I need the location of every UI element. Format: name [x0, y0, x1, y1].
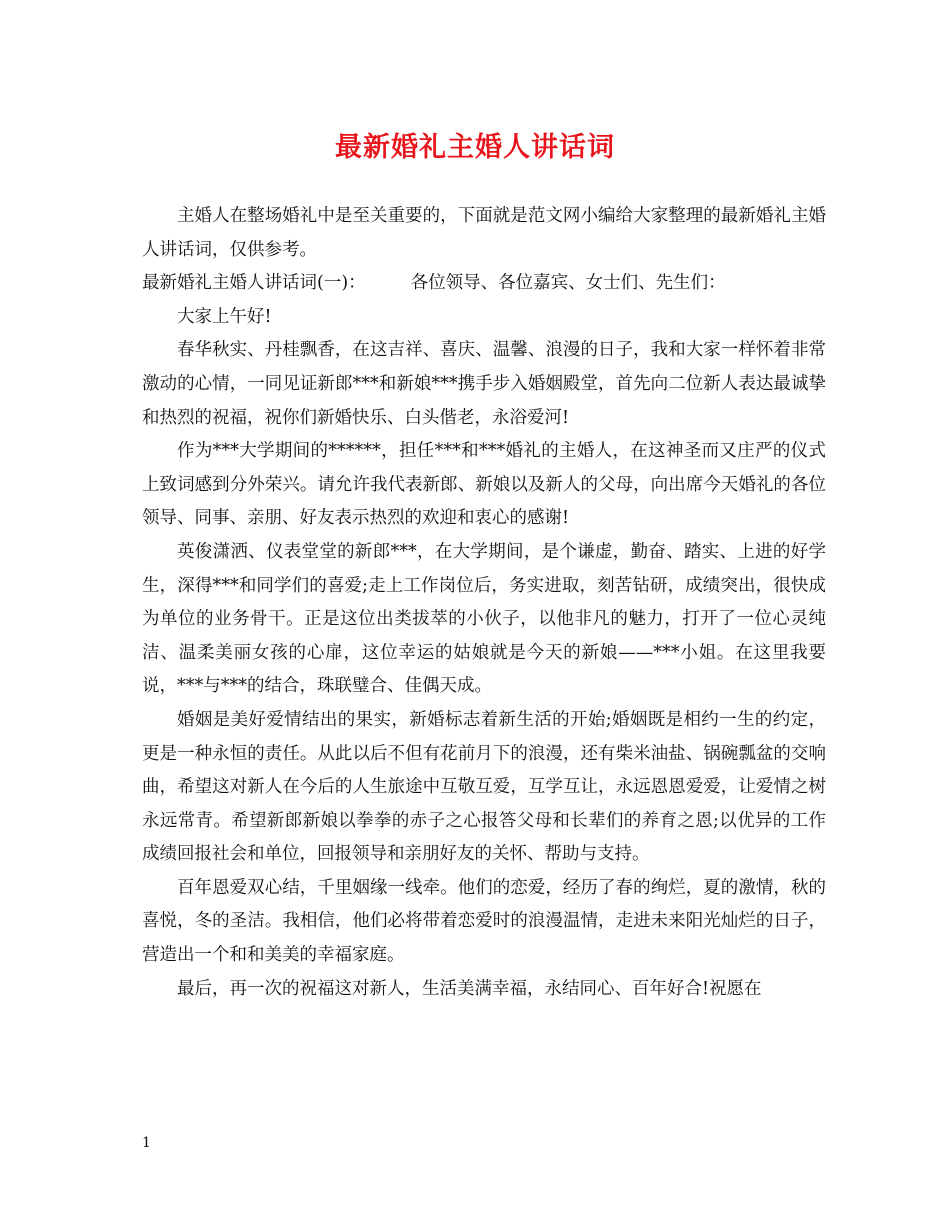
document-title: 最新婚礼主婚人讲话词	[335, 132, 615, 163]
greeting-paragraph: 大家上午好!	[177, 306, 272, 327]
page-number: 1	[142, 1135, 151, 1151]
intro-paragraph: 主婚人在整场婚礼中是至关重要的，下面就是范文网小编给大家整理的最新婚礼主婚人讲话词，仅供参考。	[142, 206, 826, 260]
section-heading: 最新婚礼主婚人讲话词(一)：	[142, 273, 366, 294]
document-body	[142, 200, 826, 1006]
body-paragraph: 春华秋实、丹桂飘香，在这吉祥、喜庆、温馨、浪漫的日子，我和大家一样怀着非常激动的心情，一同见证新郎***和新娘***携手步入婚姻殿堂，首先向二位新人表达最诚挚和热烈的祝福，祝你们新婚快乐、白头偕老，永浴爱河!	[142, 340, 826, 428]
section-heading-line	[142, 267, 826, 301]
body-paragraph: 英俊潇洒、仪表堂堂的新郎***，在大学期间，是个谦虚，勤奋、踏实、上进的好学生，深得***和同学们的喜爱;走上工作岗位后，务实进取，刻苦钻研，成绩突出，很快成为单位的业务骨干。正是这位出类拔萃的小伙子，以他非凡的魅力，打开了一位心灵纯洁、温柔美丽女孩的心扉，这位幸运的姑娘就是今天的新娘——***小姐。在这里我要说，***与***的结合，珠联璧合、佳偶天成。	[142, 541, 826, 697]
body-paragraph: 百年恩爱双心结，千里姻缘一线牵。他们的恋爱，经历了春的绚烂，夏的激情，秋的喜悦，冬的圣洁。我相信，他们必将带着恋爱时的浪漫温情，走进未来阳光灿烂的日子，营造出一个和和美美的幸福家庭。	[142, 877, 826, 966]
body-paragraph: 作为***大学期间的******，担任***和***婚礼的主婚人，在这神圣而又庄严的仪式上致词感到分外荣兴。请允许我代表新郎、新娘以及新人的父母，向出席今天婚礼的各位领导、同事、亲朋、好友表示热烈的欢迎和衷心的感谢!	[142, 441, 826, 529]
body-paragraph: 最后，再一次的祝福这对新人，生活美满幸福，永结同心、百年好合!祝愿在	[177, 978, 762, 999]
salutation: 各位领导、各位嘉宾、女士们、先生们：	[410, 273, 726, 294]
body-paragraph: 婚姻是美好爱情结出的果实，新婚标志着新生活的开始;婚姻既是相约一生的约定，更是一种永恒的责任。从此以后不但有花前月下的浪漫，还有柴米油盐、锅碗瓢盆的交响曲，希望这对新人在今后的人生旅途中互敬互爱，互学互让，永远恩恩爱爱，让爱情之树永远常青。希望新郎新娘以拳拳的赤子之心报答父母和长辈们的养育之恩;以优异的工作成绩回报社会和单位，回报领导和亲朋好友的关怀、帮助与支持。	[142, 709, 826, 865]
